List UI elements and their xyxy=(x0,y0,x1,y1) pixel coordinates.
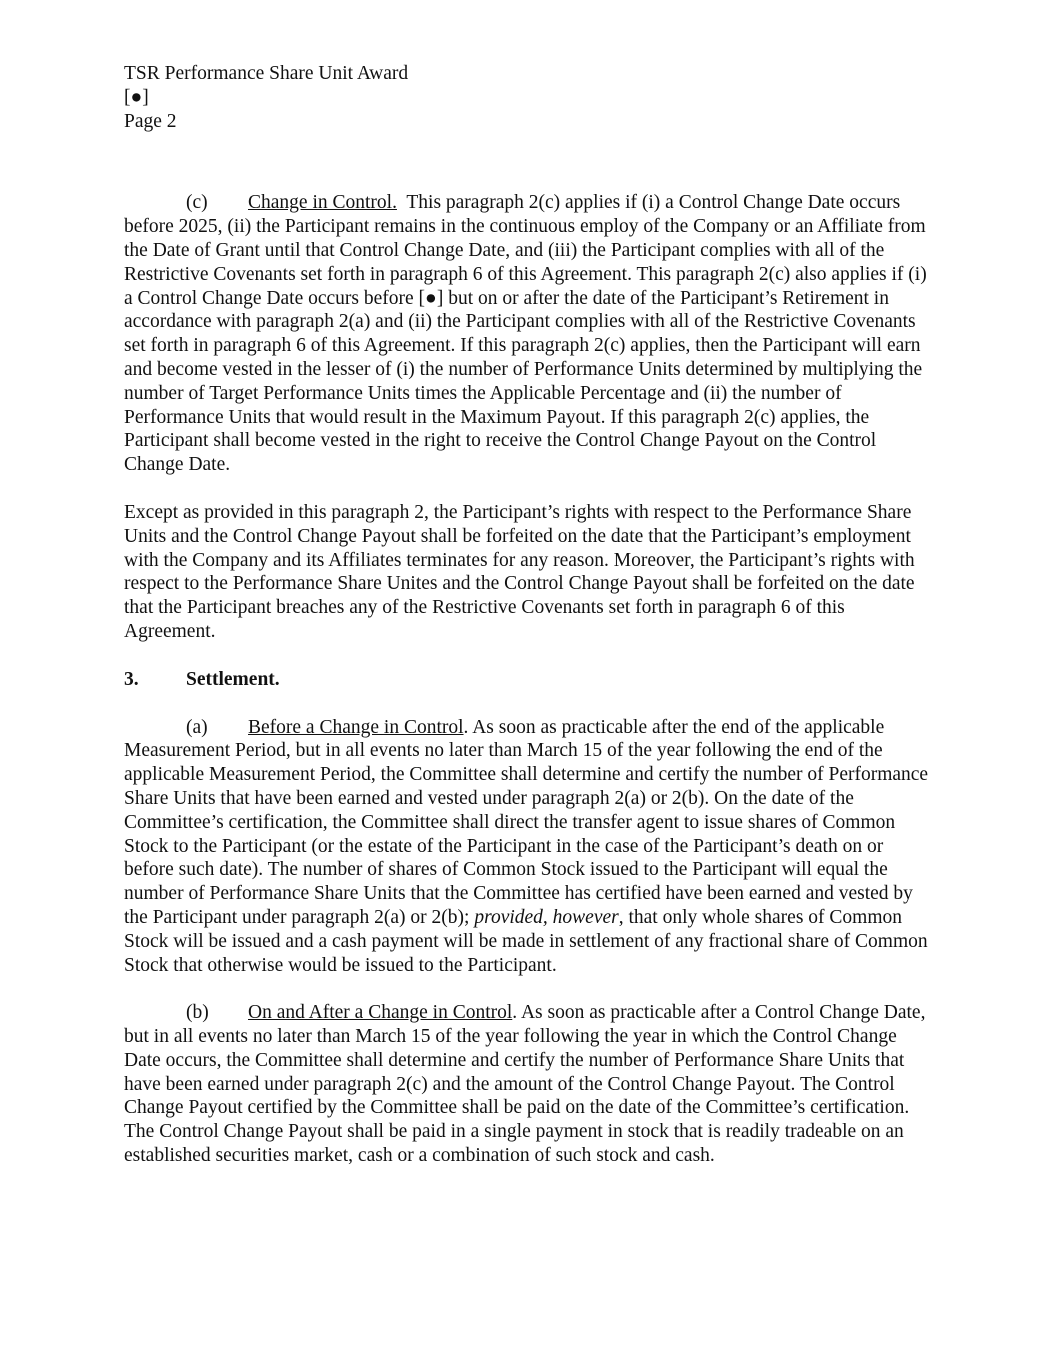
paragraph-3a-proviso: provided, however xyxy=(474,906,619,928)
header-title: TSR Performance Share Unit Award xyxy=(124,63,409,84)
paragraph-3a-text-2: , that only whole shares of Common Stock will be issued and a cash payment will be made in settlement of any fractional share of Common Stock that otherwise would be issued to the Participant. xyxy=(124,906,928,976)
paragraph-2c-marker: (c) xyxy=(186,192,208,214)
paragraph-3a-text-1: . As soon as practicable after the end of the applicable Measurement Period, but in all events no later than March 15 of the year following the end of the applicable Measurement Period, the Committee shall determine and certify the number of Performance Share Units that have been earned and vested under paragraph 2(a) or 2(b). On the date of the Committee’s certification, the Committee shall direct the transfer agent to issue shares of Common Stock to the Participant (or the estate of the Participant in the case of the Participant’s death on or before such date). The number of shares of Common Stock issued to the Participant will equal the number of Performance Share Units that the Committee has certified have been earned and vested by the Participant under paragraph 2(a) or 2(b); xyxy=(124,716,929,928)
paragraph-3b-heading: On and After a Change in Control xyxy=(248,1002,513,1024)
paragraph-2c-text: This paragraph 2(c) applies if (i) a Control Change Date occurs before 2025, (ii) the Participant remains in the continuous employ of the Company or an Affiliate from the Date of Grant until that Control Change Date, and (iii) the Participant complies with all of the Restrictive Covenants set forth in paragraph 6 of this Agreement. This paragraph 2(c) also applies if (i) a Control Change Date occurs before [●] but on or after the date of the Participant’s Retirement in accordance with paragraph 2(a) and (ii) the Participant complies with all of the Restrictive Covenants set forth in paragraph 6 of this Agreement. If this paragraph 2(c) applies, then the Participant will earn and become vested in the lesser of (i) the number of Performance Units determined by multiplying the number of Target Performance Units times the Applicable Percentage and (ii) the number of Performance Units that would result in the Maximum Payout. If this paragraph 2(c) applies, the Participant shall become vested in the right to receive the Control Change Payout on the Control Change Date. xyxy=(124,192,927,476)
paragraph-3b xyxy=(124,1001,934,1168)
page-header xyxy=(124,62,934,133)
section-3-title: Settlement. xyxy=(186,668,280,690)
paragraph-3a-heading: Before a Change in Control xyxy=(248,716,464,738)
section-3-number: 3. xyxy=(124,668,139,690)
paragraph-3a-marker: (a) xyxy=(186,716,208,738)
paragraph-2c-heading: Change in Control. xyxy=(248,192,397,214)
paragraph-forfeiture-text: Except as provided in this paragraph 2, the Participant’s rights with respect to the Performance Share Units and the Control Change Payout shall be forfeited on the date that the Participant’s employment with the Company and its Affiliates terminates for any reason. Moreover, the Participant’s rights with respect to the Performance Share Unites and the Control Change Payout shall be forfeited on the date that the Participant breaches any of the Restrictive Covenants set forth in paragraph 6 of this Agreement. xyxy=(124,501,915,642)
header-page-number: Page 2 xyxy=(124,110,177,132)
paragraph-forfeiture xyxy=(124,501,934,644)
document-page xyxy=(124,62,934,1168)
paragraph-3b-text: . As soon as practicable after a Control Change Date, but in all events no later than March 15 of the year following the year in which the Control Change Date occurs, the Committee shall determine and certify the number of Performance Share Units that have been earned under paragraph 2(c) and the amount of the Control Change Payout. The Control Change Payout certified by the Committee shall be paid on the date of the Committee’s certification. The Control Change Payout shall be paid in a single payment in stock that is readily tradeable on an established securities market, cash or a combination of such stock and cash. xyxy=(124,1002,926,1167)
paragraph-3b-marker: (b) xyxy=(186,1002,209,1024)
section-3-heading xyxy=(124,668,934,692)
paragraph-3a xyxy=(124,716,934,978)
header-placeholder: [●] xyxy=(124,86,149,108)
paragraph-2c xyxy=(124,191,934,477)
